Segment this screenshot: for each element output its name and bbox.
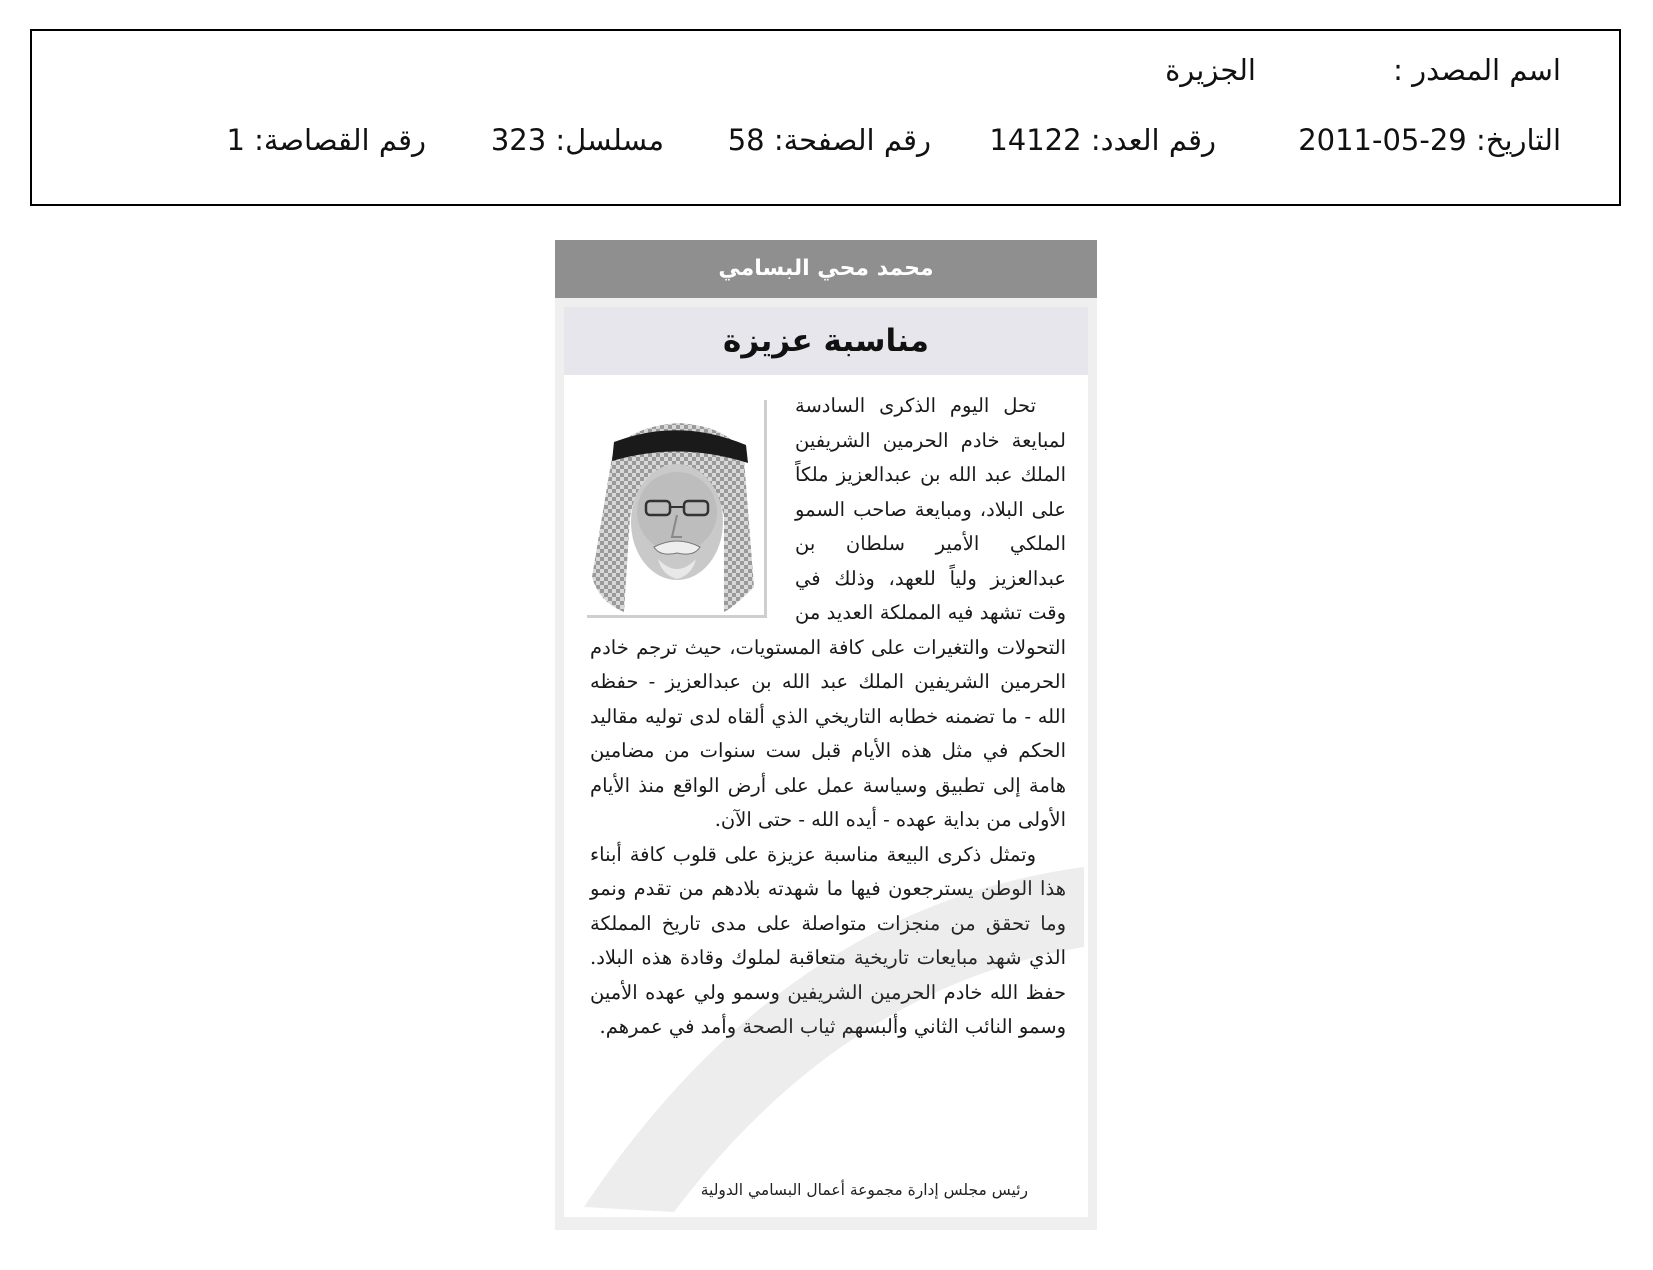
- clip-label: رقم القصاصة:: [254, 123, 426, 157]
- source-info-box: [30, 29, 1621, 206]
- serial-label: مسلسل:: [555, 123, 664, 157]
- page-label: رقم الصفحة:: [773, 123, 931, 157]
- date-value: 2011-05-29: [1298, 123, 1467, 157]
- page-field: [728, 123, 931, 157]
- author-title: رئيس مجلس إدارة مجموعة أعمال البسامي الدولية: [700, 1181, 1028, 1199]
- clip-value: 1: [226, 123, 245, 157]
- source-value: الجزيرة: [1165, 53, 1256, 87]
- date-field: [1298, 123, 1561, 157]
- article-paragraph-1: تحل اليوم الذكرى السادسة لمبايعة خادم الحرمين الشريفين الملك عبد الله بن عبدالعزيز ملكاً على البلاد، ومبايعة صاحب السمو الملكي الأمير سلطان بن عبدالعزيز ولياً للعهد، وذلك في وقت تشهد فيه المملكة العديد من التحولات والتغيرات على كافة المستويات، حيث ترجم خادم الحرمين الشريفين الملك عبد الله بن عبدالعزيز - حفظه الله - ما تضمنه خطابه التاريخي الذي ألقاه لدى توليه مقاليد الحكم في مثل هذه الأيام قبل ست سنوات من مضامين هامة إلى تطبيق وسياسة عمل على أرض الواقع منذ الأيام الأولى من بداية عهده - أيده الله - حتى الآن.: [590, 394, 1066, 831]
- issue-value: 14122: [989, 123, 1082, 157]
- article-panel: [564, 307, 1088, 1217]
- source-label: اسم المصدر :: [1393, 53, 1561, 87]
- article-paragraph-2: وتمثل ذكرى البيعة مناسبة عزيزة على قلوب كافة أبناء هذا الوطن يسترجعون فيها ما شهدته بلادهم من تقدم ونمو وما تحقق من منجزات متواصلة على مدى تاريخ المملكة الذي شهد مبايعات تاريخية متعاقبة لملوك وقادة هذه البلاد. حفظ الله خادم الحرمين الشريفين وسمو ولي عهده الأمين وسمو النائب الثاني وألبسهم ثياب الصحة وأمد في عمرهم.: [590, 842, 1066, 1038]
- clip-field: [226, 123, 426, 157]
- page-value: 58: [727, 123, 765, 157]
- serial-value: 323: [490, 123, 547, 157]
- article-body: [590, 389, 1066, 1045]
- serial-field: [491, 123, 664, 157]
- issue-field: [989, 123, 1216, 157]
- issue-label: رقم العدد:: [1090, 123, 1216, 157]
- newspaper-clipping: [555, 240, 1097, 1230]
- article-title: مناسبة عزيزة: [564, 307, 1088, 375]
- author-byline: محمد محي البسامي: [555, 240, 1097, 298]
- date-label: التاريخ:: [1475, 123, 1561, 157]
